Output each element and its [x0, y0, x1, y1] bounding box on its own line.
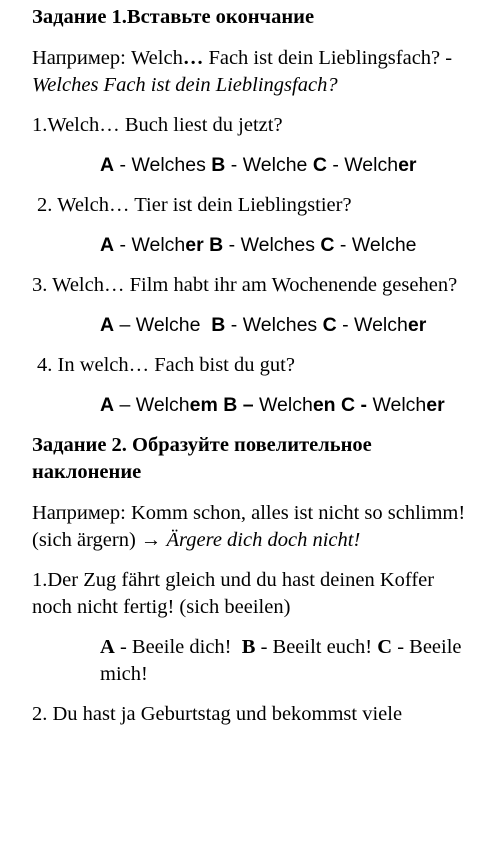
- option-stem: Welch: [372, 394, 427, 416]
- option-letter: A: [100, 314, 115, 336]
- option-sep: -: [336, 314, 355, 336]
- task1-question-2: 2. Welch… Tier ist dein Lieblingstier?: [37, 194, 352, 216]
- example-dots: …: [182, 47, 204, 69]
- example-answer-rest: es Fach ist dein Lieblingsfach?: [81, 74, 338, 96]
- option-ending: es: [296, 314, 323, 336]
- option-stem: Welch: [135, 394, 190, 416]
- task2-example: [32, 500, 466, 554]
- option-ending: e: [405, 234, 417, 256]
- option-letter: C: [341, 394, 356, 416]
- option-letter: A: [100, 234, 115, 256]
- option-letter: C: [377, 636, 393, 658]
- option-sep: –: [237, 394, 259, 416]
- option-text: - Beeilt euch!: [255, 636, 378, 658]
- option-stem: Welch: [240, 234, 295, 256]
- option-ending: en: [312, 394, 342, 416]
- option-ending: em: [189, 394, 224, 416]
- example-answer: [32, 74, 338, 96]
- task2-title: Задание 2. Образуйте повелительное наклонение: [32, 434, 372, 483]
- task1-question-1: 1.Welch… Buch liest du jetzt?: [32, 114, 283, 136]
- task2-example-answer: Ärgere dich doch nicht!: [166, 529, 361, 551]
- option-sep: -: [225, 314, 243, 336]
- option-sep: -: [225, 154, 243, 176]
- option-ending: e: [296, 154, 313, 176]
- task1-example: [32, 45, 478, 99]
- option-letter: C: [320, 234, 335, 256]
- option-ending: er: [185, 234, 210, 256]
- option-sep: -: [355, 394, 373, 416]
- option-letter: B: [241, 636, 256, 658]
- option-stem: Welch: [135, 314, 190, 336]
- option-ending: er: [407, 314, 427, 336]
- option-letter: C: [322, 314, 337, 336]
- option-ending: er: [398, 154, 417, 176]
- option-sep: –: [114, 314, 136, 336]
- task2-example-text: Например: Komm schon, alles ist nicht so schlimm! (sich ärgern) →: [32, 502, 466, 551]
- option-stem: Welch: [351, 234, 406, 256]
- task1-options-2: [100, 232, 466, 259]
- option-letter: B: [211, 154, 226, 176]
- option-stem: Welch: [131, 234, 186, 256]
- task2-question-1: 1.Der Zug fährt gleich und du hast deinen Koffer noch nicht fertig! (sich beeilen): [32, 569, 435, 618]
- task2-question-2: 2. Du hast ja Geburtstag und bekommst viele: [32, 703, 403, 725]
- option-letter: C: [312, 154, 327, 176]
- option-letter: B: [209, 234, 224, 256]
- example-mid: Fach ist dein Lieblingsfach? -: [203, 47, 478, 69]
- option-letter: A: [100, 636, 115, 658]
- option-stem: Welch: [344, 154, 399, 176]
- task1-options-1: [100, 152, 466, 179]
- example-prefix: Например: Welch: [32, 47, 183, 69]
- option-ending: e: [189, 314, 212, 336]
- option-sep: -: [223, 234, 241, 256]
- task1-question-3: 3. Welch… Film habt ihr am Wochenende gesehen?: [32, 274, 458, 296]
- option-sep: -: [114, 154, 132, 176]
- option-letter: A: [100, 394, 115, 416]
- option-stem: Welch: [131, 154, 186, 176]
- option-stem: Welch: [242, 154, 297, 176]
- option-letter: A: [100, 154, 115, 176]
- option-sep: -: [326, 154, 345, 176]
- option-stem: Welch: [354, 314, 408, 336]
- option-text: - Beeile dich!: [114, 636, 242, 658]
- task1-options-3: [100, 312, 466, 339]
- example-answer-stem: Welch: [32, 74, 82, 96]
- task1-title: Задание 1.Вставьте окончание: [32, 6, 315, 28]
- option-stem: Welch: [242, 314, 297, 336]
- option-sep: –: [114, 394, 136, 416]
- option-ending: er: [426, 394, 445, 416]
- option-letter: B: [223, 394, 238, 416]
- option-text: - Beeile mich!: [100, 636, 462, 685]
- option-ending: es: [185, 154, 212, 176]
- task2-options-1: [100, 634, 466, 688]
- option-letter: B: [211, 314, 226, 336]
- option-sep: -: [114, 234, 132, 256]
- option-sep: -: [334, 234, 352, 256]
- task1-options-4: [100, 392, 466, 419]
- task1-question-4: 4. In welch… Fach bist du gut?: [37, 354, 295, 376]
- option-ending: es: [294, 234, 321, 256]
- option-stem: Welch: [259, 394, 313, 416]
